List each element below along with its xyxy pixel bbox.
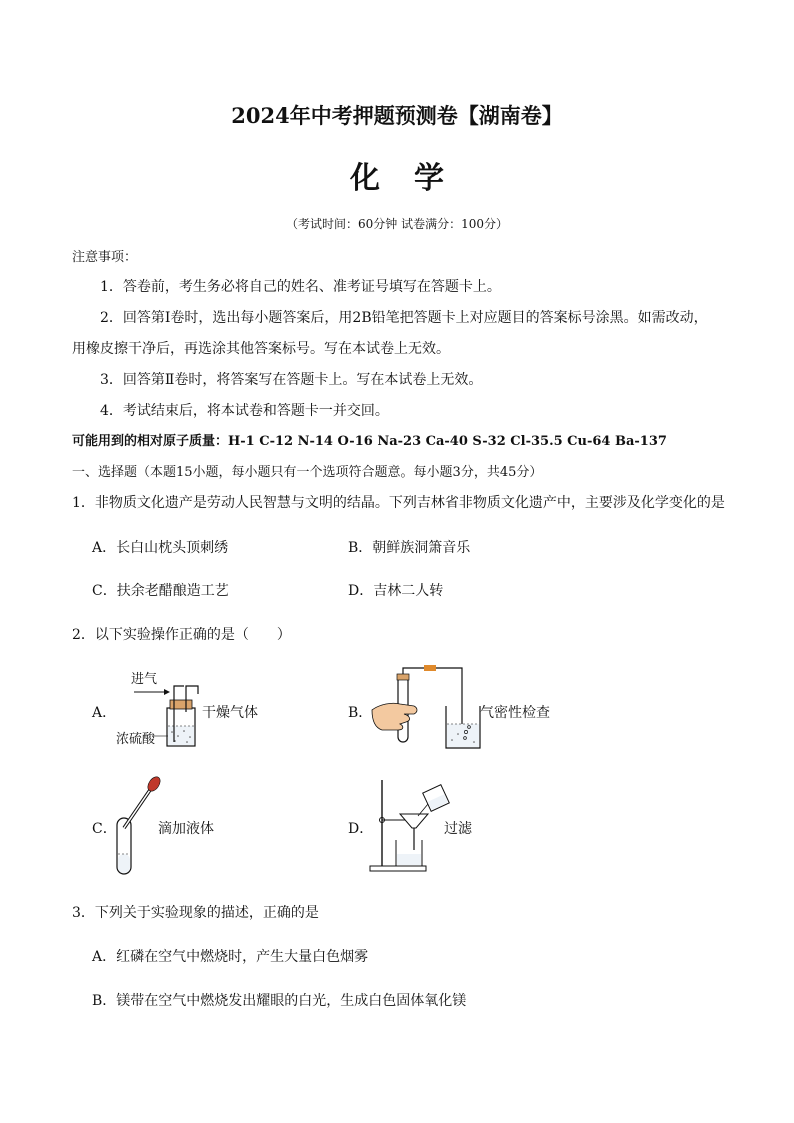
figure-a-label: 干燥气体: [202, 705, 258, 721]
question-3-stem: 3．下列关于实验现象的描述，正确的是: [72, 905, 319, 921]
note-item-2-cont: 用橡皮擦干净后，再选涂其他答案标号。写在本试卷上无效。: [72, 341, 450, 357]
q2-option-a: A．: [92, 705, 117, 721]
question-1-stem: 1．非物质文化遗产是劳动人民智慧与文明的结晶。下列吉林省非物质文化遗产中，主要涉及化学变化的是: [72, 495, 725, 511]
figure-c-label: 滴加液体: [158, 821, 214, 837]
q1-option-b: B．朝鲜族洞箫音乐: [348, 540, 471, 556]
note-item-3: 3．回答第Ⅱ卷时，将答案写在答题卡上。写在本试卷上无效。: [100, 372, 483, 388]
q3-option-b: B．镁带在空气中燃烧发出耀眼的白光，生成白色固体氧化镁: [92, 993, 467, 1009]
q2-option-c: C．: [92, 821, 117, 837]
note-item-1: 1．答卷前，考生务必将自己的姓名、准考证号填写在答题卡上。: [100, 279, 501, 295]
figure-airtightness-check: [370, 664, 490, 756]
subject-title: 化学: [350, 161, 478, 196]
notes-heading: 注意事项：: [72, 250, 138, 265]
q1-option-d: D．吉林二人转: [348, 583, 444, 599]
q1-option-c: C．扶余老醋酿造工艺: [92, 583, 229, 599]
figure-a-acid-label: 浓硫酸: [116, 732, 156, 747]
note-item-4: 4．考试结束后，将本试卷和答题卡一并交回。: [100, 403, 389, 419]
question-2-stem: 2．以下实验操作正确的是（ ）: [72, 627, 291, 643]
section-heading: 一、选择题（本题15小题，每小题只有一个选项符合题意。每小题3分，共45分）: [72, 465, 543, 480]
note-item-2: 2．回答第Ⅰ卷时，选出每小题答案后，用2B铅笔把答题卡上对应题目的答案标号涂黑。如需改动，: [100, 310, 708, 326]
q2-option-d: D．: [348, 821, 374, 837]
figure-b-label: 气密性检查: [480, 705, 550, 721]
figure-a-gas-in-label: 进气: [131, 672, 158, 687]
figure-d-label: 过滤: [444, 821, 472, 837]
figure-filtration: [366, 774, 456, 874]
paper-title: 2024年中考押题预测卷【湖南卷】: [231, 103, 563, 128]
atomic-masses: 可能用到的相对原子质量：H-1 C-12 N-14 O-16 Na-23 Ca-40 S-32 Cl-35.5 Cu-64 Ba-137: [72, 434, 667, 449]
q1-option-a: A．长白山枕头顶刺绣: [92, 540, 229, 556]
q2-option-b: B．: [348, 705, 373, 721]
exam-info: （考试时间：60分钟 试卷满分：100分）: [286, 217, 508, 231]
q3-option-a: A．红磷在空气中燃烧时，产生大量白色烟雾: [92, 949, 369, 965]
